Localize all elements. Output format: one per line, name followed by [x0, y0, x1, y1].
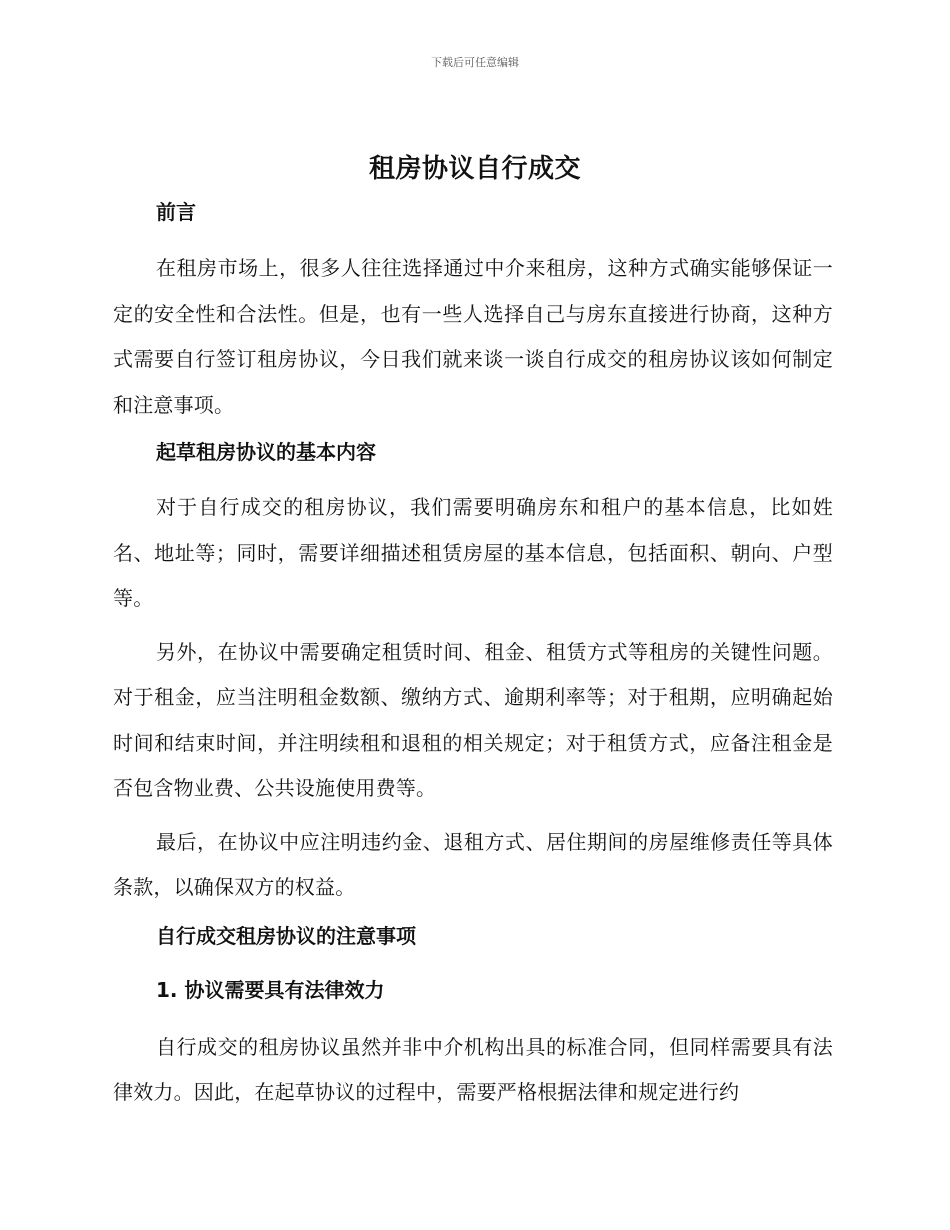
document-body — [113, 196, 833, 1116]
subheading-legal-effect: 1. 协议需要具有法律效力 — [156, 977, 385, 1002]
paragraph-legal-effect: 自行成交的租房协议虽然并非中介机构出具的标准合同，但同样需要具有法律效力。因此，在起草协议的过程中，需要严格根据法律和规定进行约 — [113, 1034, 833, 1104]
paragraph-draft-basic-info: 对于自行成交的租房协议，我们需要明确房东和租户的基本信息，比如姓名、地址等；同时，需要详细描述租赁房屋的基本信息，包括面积、朝向、户型等。 — [113, 495, 833, 610]
section-heading-preface: 前言 — [156, 200, 196, 224]
document-title: 租房协议自行成交 — [368, 154, 581, 184]
section-heading-notes: 自行成交租房协议的注意事项 — [156, 923, 416, 948]
paragraph-draft-key-terms: 另外，在协议中需要确定租赁时间、租金、租赁方式等租房的关键性问题。对于租金，应当注明租金数额、缴纳方式、逾期利率等；对于租期，应明确起始时间和结束时间，并注明续租和退租的相关规定；对于租赁方式，应备注租金是否包含物业费、公共设施使用费等。 — [113, 639, 833, 800]
paragraph-preface: 在租房市场上，很多人往往选择通过中介来租房，这种方式确实能够保证一定的安全性和合法性。但是，也有一些人选择自己与房东直接进行协商，这种方式需要自行签订租房协议，今日我们就来谈一谈自行成交的租房协议该如何制定和注意事项。 — [113, 256, 833, 417]
section-heading-draft: 起草租房协议的基本内容 — [156, 440, 376, 464]
paragraph-draft-clauses: 最后，在协议中应注明违约金、退租方式、居住期间的房屋维修责任等具体条款，以确保双方的权益。 — [113, 829, 833, 899]
header-note: 下载后可任意编辑 — [431, 56, 519, 69]
